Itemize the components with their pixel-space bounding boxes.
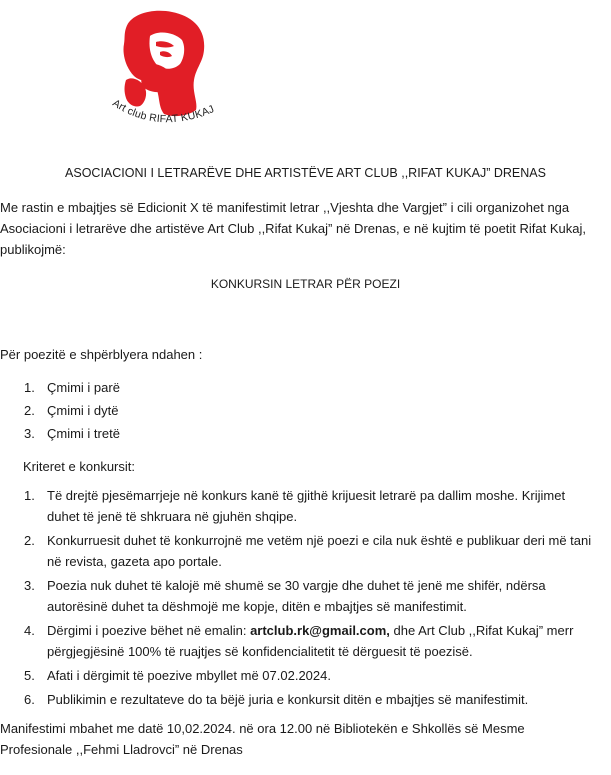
list-number: 2. [24,533,35,548]
prizes-intro: Për poezitë e shpërblyera ndahen : [0,347,203,362]
organization-heading: ASOCIACIONI I LETRARËVE DHE ARTISTËVE ART CLUB ,,RIFAT KUKAJ” DRENAS [65,166,546,180]
list-number: 3. [24,426,35,441]
list-number: 6. [24,692,35,707]
intro-paragraph: Me rastin e mbajtjes së Edicionit X të manifestimit letrar ,,Vjeshta dhe Vargjet” i cili organizohet nga Asociacioni i letrarëve dhe artistëve Art Club ,,Rifat Kukaj” në Drenas, e në kujtim të poetit Rifat Kukaj, publikojmë: [0,200,586,257]
list-item [0,620,600,662]
criterion-text: Konkurruesit duhet të konkurrojnë me vetëm një poezi e cila nuk është e publikuar deri më tani në revista, gazeta apo portale. [47,533,592,569]
list-number: 1. [24,380,35,395]
list-item [0,376,120,399]
event-details-footer: Manifestimi mbahet me datë 10,02.2024. në ora 12.00 në Bibliotekën e Shkollës së Mesme Profesionale ,,Fehmi Lladrovci” në Drenas [0,721,525,757]
competition-title: KONKURSIN LETRAR PËR POEZI [210,277,401,291]
list-number: 5. [24,668,35,683]
prizes-list [0,376,120,445]
list-item [0,575,600,617]
list-number: 2. [24,403,35,418]
criteria-list [0,485,600,713]
list-number: 4. [24,623,35,638]
list-item [0,689,600,710]
prize-text: Çmimi i parë [47,380,120,395]
criterion-text: Publikimin e rezultateve do ta bëjë juria e konkursit ditën e mbajtjes së manifestimit. [47,692,529,707]
email-address: artclub.rk@gmail.com, [250,623,390,638]
criterion-text-end: dhe Art Club ,,Rifat Kukaj” merr përgjegjësinë 100% të ruajtjes së konfidencialitetit të dërguesit të poezisë. [47,623,574,659]
list-item [0,399,120,422]
prize-text: Çmimi i dytë [47,403,119,418]
list-item [0,485,600,527]
prize-text: Çmimi i tretë [47,426,120,441]
list-item [0,665,600,686]
list-item [0,530,600,572]
criterion-text: Të drejtë pjesëmarrjeje në konkurs kanë të gjithë krijuesit letrarë pa dallim moshe. Krijimet duhet të jenë të shkruara në gjuhën shqipe. [47,488,566,524]
list-item [0,422,120,445]
list-number: 3. [24,578,35,593]
criterion-text-start: Dërgimi i poezive bëhet në emalin: [47,623,251,638]
criteria-label: Kriteret e konkursit: [23,459,135,474]
list-number: 1. [24,488,35,503]
criterion-text: Afati i dërgimit të poezive mbyllet më 07.02.2024. [47,668,331,683]
logo-caption: Art club RIFAT KUKAJ [110,97,217,126]
art-club-logo [100,6,230,134]
criterion-text: Poezia nuk duhet të kalojë më shumë se 30 vargje dhe duhet të jenë me shifër, ndërsa autorësinë duhet ta dëshmojë me kopje, ditën e mbajtjes së manifestimit. [47,578,546,614]
